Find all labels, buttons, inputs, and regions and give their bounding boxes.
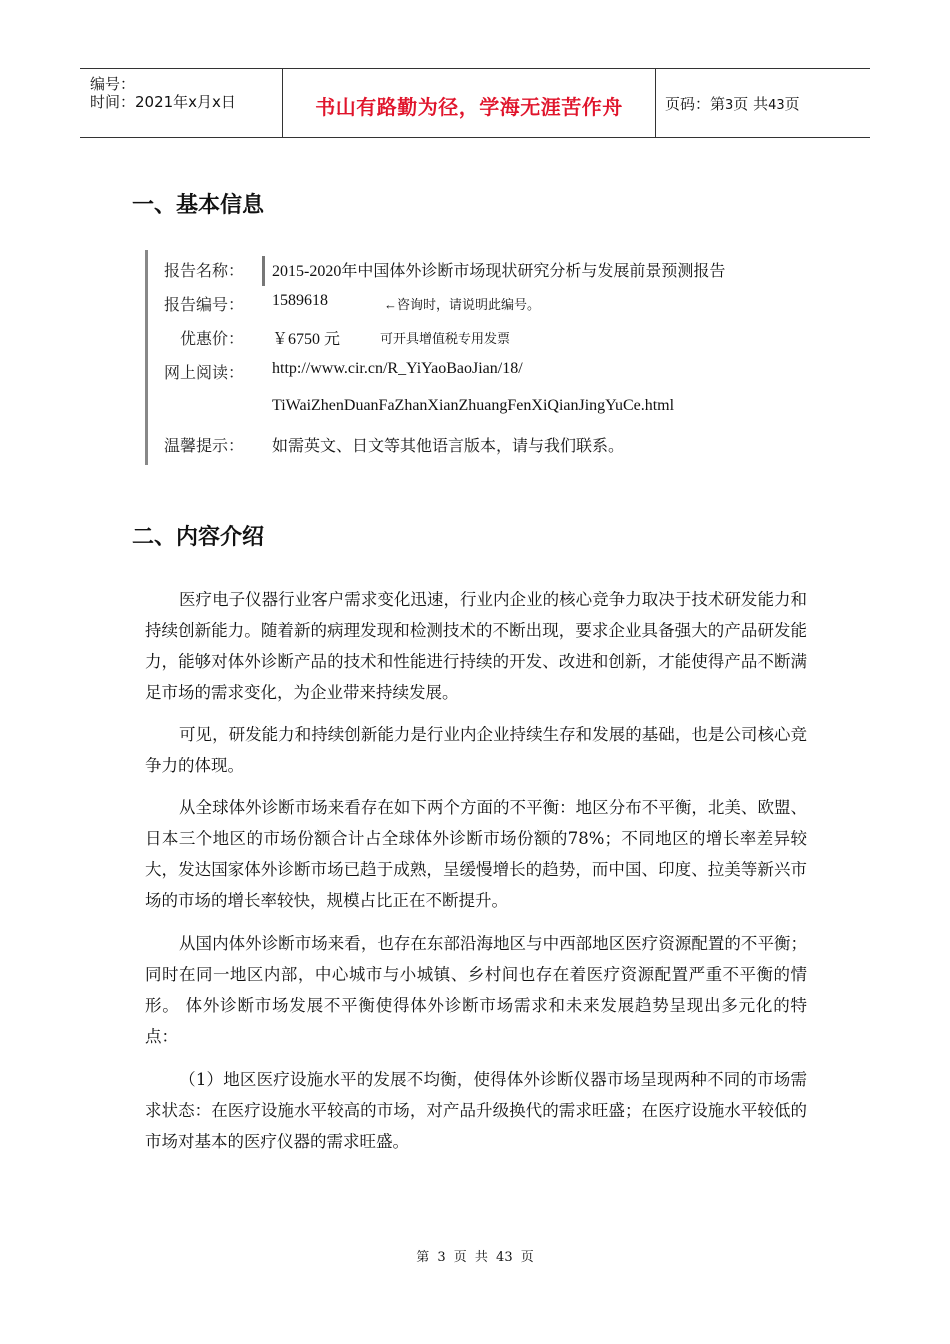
report-name-label: 报告名称： <box>163 263 244 280</box>
report-name-value: 2015-2020年中国体外诊断市场现状研究分析与发展前景预测报告 <box>272 263 726 280</box>
report-code-note: ←咨询时，请说明此编号。 <box>384 297 541 312</box>
page-total: 43 <box>768 98 785 113</box>
paragraph-1 <box>145 584 807 708</box>
price-label: 优惠价： <box>179 331 244 348</box>
header-motto: 书山有路勤为径，学海无涯苦作舟 <box>315 95 623 119</box>
page-current: 3 <box>725 98 734 113</box>
paragraph-5-text: （1）地区医疗设施水平的发展不均衡，使得体外诊断仪器市场呈现两种不同的市场需求状态：在医疗设施水平较高的市场，对产品升级换代的需求旺盛；在医疗设施水平较低的市场对基本的医疗仪器的需求旺盛。 <box>145 1070 807 1151</box>
section-title-content-intro: 二、内容介绍 <box>132 525 265 550</box>
header-meta-cell <box>80 69 282 137</box>
report-code-value: 1589618 <box>272 292 328 309</box>
page-footer: 第 3 页 共 43 页 <box>416 1250 534 1265</box>
paragraph-1-text: 医疗电子仪器行业客户需求变化迅速，行业内企业的核心竞争力取决于技术研发能力和持续创新能力。随着新的病理发现和检测技术的不断出现，要求企业具备强大的产品研发能力，能够对体外诊断产品的技术和性能进行持续的开发、改进和创新，才能使得产品不断满足市场的需求变化，为企业带来持续发展。 <box>145 590 807 702</box>
document-time-label: 时间：2021年x月x日 <box>90 93 236 111</box>
header-page-number <box>665 93 800 114</box>
price-note: 可开具增值税专用发票 <box>380 331 511 346</box>
document-number-label: 编号： <box>90 75 136 93</box>
paragraph-3-text: 从全球体外诊断市场来看存在如下两个方面的不平衡：地区分布不平衡，北美、欧盟、日本三个地区的市场份额合计占全球体外诊断市场份额的78%；不同地区的增长率差异较大，发达国家体外诊断市场已趋于成熟，呈缓慢增长的趋势，而中国、印度、拉美等新兴市场的市场的增长率较快，规模占比正在不断提升。 <box>145 798 807 910</box>
header-page-cell <box>655 69 870 137</box>
paragraph-2-text: 可见，研发能力和持续创新能力是行业内企业持续生存和发展的基础，也是公司核心竞争力的体现。 <box>145 725 807 775</box>
tip-label: 温馨提示： <box>163 438 244 455</box>
basic-info-block <box>145 250 828 465</box>
page-suffix: 页 <box>784 95 800 113</box>
section-title-basic-info: 一、基本信息 <box>132 193 265 218</box>
info-divider <box>262 256 265 286</box>
page-mid: 页 共 <box>733 95 769 113</box>
online-read-label: 网上阅读： <box>163 365 244 382</box>
page-header <box>80 68 870 138</box>
report-code-label: 报告编号： <box>163 297 244 314</box>
page-prefix: 页码：第 <box>665 95 726 113</box>
online-read-link-line2[interactable]: TiWaiZhenDuanFaZhanXianZhuangFenXiQianJingYuCe.html <box>272 397 675 414</box>
paragraph-2 <box>145 719 807 781</box>
tip-value: 如需英文、日文等其他语言版本，请与我们联系。 <box>272 438 625 455</box>
price-value: ￥6750 元 <box>272 331 341 348</box>
paragraph-5 <box>145 1064 807 1157</box>
paragraph-4-text: 从国内体外诊断市场来看，也存在东部沿海地区与中西部地区医疗资源配置的不平衡；同时在同一地区内部，中心城市与小城镇、乡村间也存在着医疗资源配置严重不平衡的情形。 体外诊断市场发展不平衡使得体外诊断市场需求和未来发展趋势呈现出多元化的特点： <box>145 934 807 1046</box>
online-read-link-line1[interactable]: http://www.cir.cn/R_YiYaoBaoJian/18/ <box>272 360 523 377</box>
header-motto-cell <box>282 69 656 137</box>
paragraph-4 <box>145 928 807 1052</box>
paragraph-3 <box>145 792 807 916</box>
